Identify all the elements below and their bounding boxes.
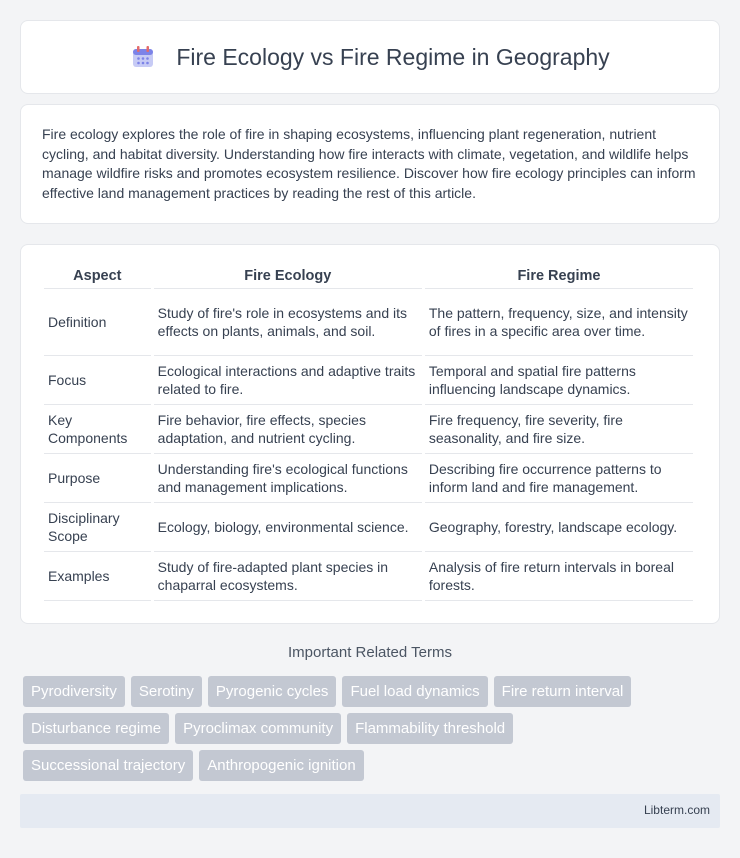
table-row: [44, 503, 693, 552]
row-fire-regime: Geography, forestry, landscape ecology.: [425, 503, 693, 552]
tag-flammability-threshold[interactable]: Flammability threshold: [347, 713, 513, 744]
row-fire-ecology: Study of fire-adapted plant species in chaparral ecosystems.: [154, 552, 422, 601]
row-fire-ecology: Fire behavior, fire effects, species adaptation, and nutrient cycling.: [154, 405, 422, 454]
comparison-table-card: [20, 244, 720, 624]
related-terms-title: Important Related Terms: [288, 644, 452, 661]
row-fire-ecology: Ecological interactions and adaptive traits related to fire.: [154, 356, 422, 405]
row-aspect: Purpose: [44, 454, 151, 503]
tag-anthropogenic-ignition[interactable]: Anthropogenic ignition: [199, 750, 363, 781]
row-fire-ecology: Ecology, biology, environmental science.: [154, 503, 422, 552]
related-terms-tags: [23, 676, 723, 787]
tag-fuel-load-dynamics[interactable]: Fuel load dynamics: [342, 676, 487, 707]
row-fire-regime: Fire frequency, fire severity, fire seasonality, and fire size.: [425, 405, 693, 454]
intro-text: Fire ecology explores the role of fire in shaping ecosystems, influencing plant regeneration, nutrient cycling, and habitat diversity. Understanding how fire interacts with climate, vegetation, and wildlife helps manage wildfire risks and promotes ecosystem resilience. Discover how fire ecology principles can inform effective land management practices by reading the rest of this article.: [42, 126, 696, 201]
tag-row: [23, 676, 723, 707]
table-row: [44, 552, 693, 601]
row-fire-regime: Temporal and spatial fire patterns influencing landscape dynamics.: [425, 356, 693, 405]
tag-pyrodiversity[interactable]: Pyrodiversity: [23, 676, 125, 707]
row-aspect: Examples: [44, 552, 151, 601]
row-aspect: Key Components: [44, 405, 151, 454]
tag-row: [23, 750, 723, 781]
row-aspect: Disciplinary Scope: [44, 503, 151, 552]
table-row: [44, 405, 693, 454]
intro-card: [20, 104, 720, 224]
table-row: [44, 356, 693, 405]
header-fire-ecology: Fire Ecology: [154, 263, 422, 289]
table-row: [44, 289, 693, 356]
row-fire-ecology: Study of fire's role in ecosystems and its effects on plants, animals, and soil.: [154, 289, 422, 356]
tag-disturbance-regime[interactable]: Disturbance regime: [23, 713, 169, 744]
page-title: Fire Ecology vs Fire Regime in Geography: [176, 43, 610, 70]
table-row: [44, 454, 693, 503]
row-aspect: Focus: [44, 356, 151, 405]
tag-serotiny[interactable]: Serotiny: [131, 676, 202, 707]
row-fire-regime: Describing fire occurrence patterns to inform land and fire management.: [425, 454, 693, 503]
tag-pyrogenic-cycles[interactable]: Pyrogenic cycles: [208, 676, 337, 707]
calendar-icon: [130, 44, 156, 70]
footer: [20, 794, 720, 828]
row-fire-regime: The pattern, frequency, size, and intensity of fires in a specific area over time.: [425, 289, 693, 356]
table-header-row: [44, 263, 693, 289]
row-fire-ecology: Understanding fire's ecological functions and management implications.: [154, 454, 422, 503]
footer-site-link[interactable]: Libterm.com: [643, 803, 710, 817]
tag-pyroclimax-community[interactable]: Pyroclimax community: [175, 713, 341, 744]
tag-successional-trajectory[interactable]: Successional trajectory: [23, 750, 193, 781]
row-aspect: Definition: [44, 289, 151, 356]
header-card: [20, 20, 720, 94]
tag-fire-return-interval[interactable]: Fire return interval: [494, 676, 632, 707]
header-fire-regime: Fire Regime: [425, 263, 693, 289]
header-aspect: Aspect: [44, 263, 151, 289]
comparison-table: [41, 263, 696, 601]
row-fire-regime: Analysis of fire return intervals in boreal forests.: [425, 552, 693, 601]
tag-row: [23, 713, 723, 744]
